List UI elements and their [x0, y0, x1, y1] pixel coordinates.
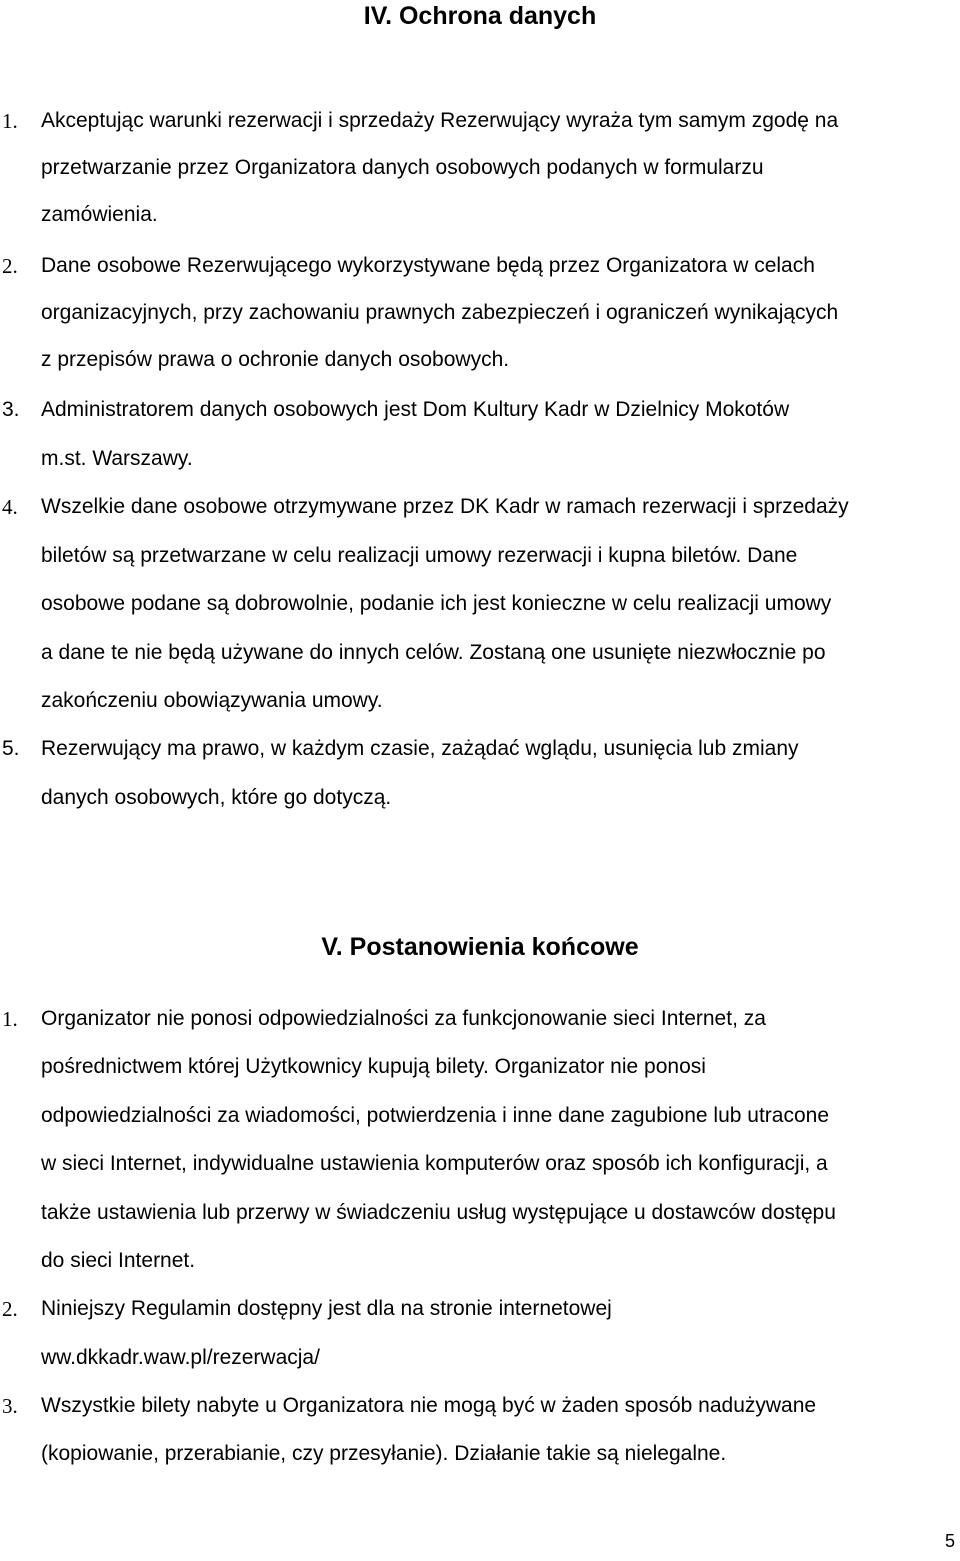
item-text-line: przetwarzanie przez Organizatora danych osobowych podanych w formularzu: [41, 156, 764, 179]
item-number: 3.: [2, 398, 20, 421]
item-text-line: zakończeniu obowiązywania umowy.: [41, 689, 383, 712]
item-text-line: Administratorem danych osobowych jest Dom Kultury Kadr w Dzielnicy Mokotów: [41, 398, 790, 421]
item-text-line: Rezerwujący ma prawo, w każdym czasie, zażądać wglądu, usunięcia lub zmiany: [41, 737, 799, 760]
item-text-line: zamówienia.: [41, 203, 158, 226]
item-text-line: z przepisów prawa o ochronie danych osobowych.: [41, 348, 510, 371]
item-text-line: do sieci Internet.: [41, 1249, 196, 1272]
item-text-line: organizacyjnych, przy zachowaniu prawnych zabezpieczeń i ograniczeń wynikających: [41, 301, 839, 324]
item-text-line: także ustawienia lub przerwy w świadczeniu usług występujące u dostawców dostępu: [41, 1201, 836, 1224]
item-text-line: danych osobowych, które go dotyczą.: [41, 786, 392, 809]
section-4-heading: IV. Ochrona danych: [363, 2, 597, 30]
item-text-line: odpowiedzialności za wiadomości, potwierdzenia i inne dane zagubione lub utracone: [41, 1104, 830, 1127]
item-number: 1.: [2, 109, 18, 133]
item-text-line: (kopiowanie, przerabianie, czy przesyłanie). Działanie takie są nielegalne.: [41, 1442, 727, 1465]
item-text-line: Dane osobowe Rezerwującego wykorzystywane będą przez Organizatora w celach: [41, 254, 815, 277]
item-text-line: Niniejszy Regulamin dostępny jest dla na stronie internetowej: [41, 1297, 612, 1320]
item-number: 1.: [2, 1007, 18, 1031]
item-text-line: m.st. Warszawy.: [41, 447, 193, 470]
item-number: 5.: [2, 737, 20, 760]
item-number: 4.: [2, 495, 18, 519]
item-text-line: osobowe podane są dobrowolnie, podanie ich jest konieczne w celu realizacji umowy: [41, 592, 832, 615]
item-text-line: a dane te nie będą używane do innych celów. Zostaną one usunięte niezwłocznie po: [41, 641, 826, 664]
item-number: 3.: [2, 1394, 18, 1418]
item-text-line: Wszelkie dane osobowe otrzymywane przez DK Kadr w ramach rezerwacji i sprzedaży: [41, 495, 849, 518]
item-text-line: w sieci Internet, indywidualne ustawienia komputerów oraz sposób ich konfiguracji, a: [41, 1152, 828, 1175]
website-url: ww.dkkadr.waw.pl/rezerwacja/: [41, 1346, 320, 1369]
section-5-heading: V. Postanowienia końcowe: [321, 933, 639, 961]
item-text-line: Wszystkie bilety nabyte u Organizatora nie mogą być w żaden sposób nadużywane: [41, 1394, 817, 1417]
item-text-line: pośrednictwem której Użytkownicy kupują bilety. Organizator nie ponosi: [41, 1055, 706, 1078]
item-number: 2.: [2, 254, 18, 278]
item-text-line: Akceptując warunki rezerwacji i sprzedaży Rezerwujący wyraża tym samym zgodę na: [41, 109, 839, 132]
item-number: 2.: [2, 1297, 18, 1321]
page-number: 5: [944, 1531, 955, 1551]
item-text-line: biletów są przetwarzane w celu realizacji umowy rezerwacji i kupna biletów. Dane: [41, 544, 798, 567]
item-text-line: Organizator nie ponosi odpowiedzialności za funkcjonowanie sieci Internet, za: [41, 1007, 766, 1030]
